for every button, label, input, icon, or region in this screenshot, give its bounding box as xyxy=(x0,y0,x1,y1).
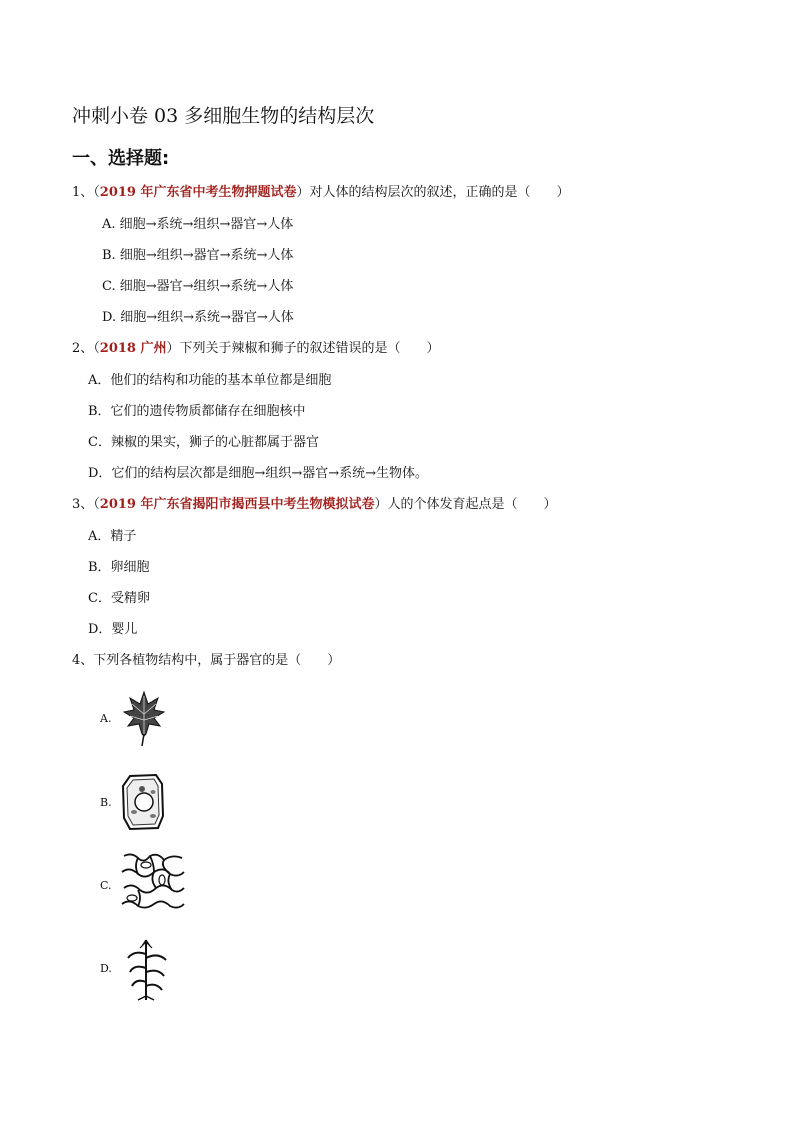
q2-option-d: D．它们的结构层次都是细胞→组织→器官→系统→生物体。 xyxy=(88,466,428,481)
question-number: 2、 xyxy=(72,341,94,356)
question-4: 4、下列各植物结构中，属于器官的是（ ） xyxy=(72,653,341,668)
q3-option-a: A．精子 xyxy=(88,529,137,544)
question-stem: ）下列关于辣椒和狮子的叙述错误的是（ ） xyxy=(166,341,440,356)
q3-option-d: D．婴儿 xyxy=(88,622,138,637)
question-source: 2019 年广东省揭阳市揭西县中考生物模拟试卷 xyxy=(99,497,375,512)
q4-option-a-label: A. xyxy=(100,712,112,725)
epidermis-tissue-image xyxy=(120,852,186,914)
source-open: （ xyxy=(93,497,100,512)
q4-option-b-label: B. xyxy=(100,796,112,809)
question-source: 2018 广州 xyxy=(99,341,167,356)
q2-option-b: B．它们的遗传物质都储存在细胞核中 xyxy=(88,404,306,419)
question-number: 3、 xyxy=(72,497,94,512)
q2-option-c: C．辣椒的果实，狮子的心脏都属于器官 xyxy=(88,435,319,450)
q2-option-a: A．他们的结构和功能的基本单位都是细胞 xyxy=(88,373,332,388)
plant-cell-image xyxy=(120,772,166,832)
question-2 xyxy=(72,340,440,358)
q1-option-c: C. 细胞→器官→组织→系统→人体 xyxy=(102,279,294,294)
source-open: （ xyxy=(93,185,100,200)
q1-option-a: A. 细胞→系统→组织→器官→人体 xyxy=(102,217,294,232)
question-1 xyxy=(72,184,570,202)
q3-option-c: C．受精卵 xyxy=(88,591,150,606)
corn-plant-image xyxy=(124,936,170,1002)
question-source: 2019 年广东省中考生物押题试卷 xyxy=(99,185,297,200)
section-heading: 一、选择题: xyxy=(72,148,170,169)
page-title: 冲刺小卷 03 多细胞生物的结构层次 xyxy=(72,105,375,127)
source-open: （ xyxy=(93,341,100,356)
question-stem: ）对人体的结构层次的叙述，正确的是（ ） xyxy=(296,185,570,200)
leaf-image xyxy=(122,690,166,748)
q1-option-d: D. 细胞→组织→系统→器官→人体 xyxy=(102,310,294,325)
q3-option-b: B．卵细胞 xyxy=(88,560,150,575)
q4-option-c-label: C. xyxy=(100,879,112,892)
q4-option-d-label: D. xyxy=(100,962,112,975)
question-number: 1、 xyxy=(72,185,94,200)
q1-option-b: B. 细胞→组织→器官→系统→人体 xyxy=(102,248,294,263)
question-stem: ）人的个体发育起点是（ ） xyxy=(374,497,557,512)
question-3 xyxy=(72,496,557,514)
